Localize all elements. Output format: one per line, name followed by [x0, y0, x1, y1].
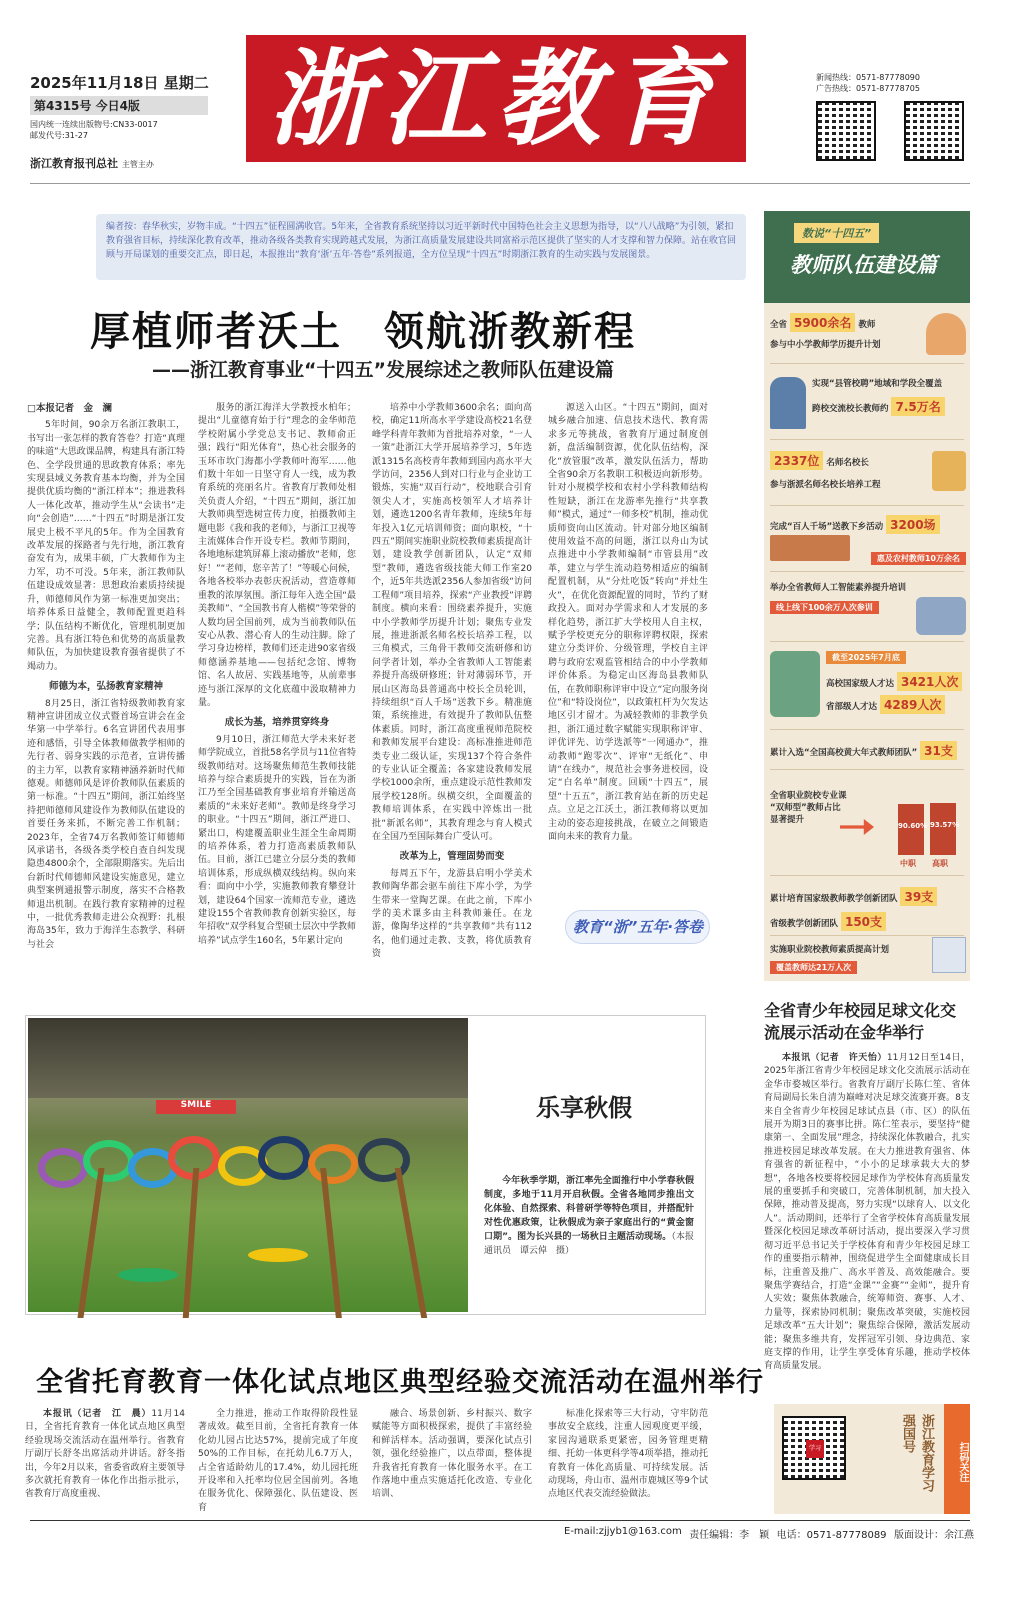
- autumn-caption-text: 今年秋季学期，浙江率先全面推行中小学春秋假制度，多地于11月开启秋假。全省各地同步推出文化体验、自然探索、科普研学等特色项目，并搭配针对性优惠政策，让秋假成为亲子家庭出行的“黄金窗口期”。图为长兴县的一场秋日主题活动现场。: [484, 1176, 694, 1242]
- footer-editor: 责任编辑：李 颖: [689, 1530, 770, 1541]
- autumn-photo: [28, 1018, 468, 1312]
- stat-5-pre: 举办全省教师人工智能素养提升培训: [770, 583, 907, 593]
- sidebar-header: [764, 211, 970, 303]
- lead-col1b-text: 8月25日，浙江省特级教师教育家精神宣讲团成立仪式暨首场宣讲会在金华第一中学举行。6名宣讲团代表用事迹和感悟，引导全体教师做教学相师的先行者、弱身实践的示范者，宣讲传播的主力军，以教育家精神涵养新时代师德观。师德师风是评价教师队伍素质的第一标准。“十四五”期间，浙江始终坚持把师德师风建设作为教师队伍建设的首要任务来抓，不断完善工作机制；2023年，全省74万名教师签订师德师风承诺书，各级各类学校自查自纠发现隐患4800余个，全部限期落实。先后出台新时代师德师风建设实施意见，建立典型案例通报警示制度，落实不合格教师退出机制。在践行教育家精神的过程中，一批优秀教师走进公众视野：扎根海岛35年，致力于海洋生态教学、科研与社会: [27, 698, 185, 950]
- section-heading-1: 师德为本，弘扬教育家精神: [48, 681, 163, 693]
- childcare-col4: 标准化探索等三大行动，守牢防范事故安全底线，注重人园观度更平缓，家园沟通联系更紧密，园务管理更精细、托幼一体更科学等4项举措，推动托育教育一体化高质量、可持续发展。活动现场，舟山市、温州市鹿城区等9个试点地区代表交流经验做法。: [548, 1409, 708, 1500]
- stat-6-tag: 截至2025年7月底: [826, 651, 906, 664]
- chart-board-icon: [932, 937, 966, 973]
- lead-column-2: [198, 402, 356, 968]
- ad-hotline: 广告热线：0571-87778705: [816, 84, 920, 93]
- childcare-column-4: [548, 1408, 708, 1506]
- childcare-column-2: [198, 1408, 358, 1513]
- stat-item-4: [770, 515, 966, 565]
- stat-item-3: [770, 451, 966, 501]
- podium-icon: [932, 451, 966, 491]
- lead-subhead: ——浙江教育事业“十四五”发展综述之教师队伍建设篇: [152, 359, 614, 381]
- stat-8-line3: 显著提升: [770, 815, 805, 825]
- stat-1-post: 教师: [858, 320, 876, 330]
- bar-higher-vocational: [930, 803, 960, 855]
- lead-column-3: [372, 402, 532, 968]
- childcare-col1: 11月14日，全省托育教育一体化试点地区典型经验现场交流活动在温州举行。省教育厅副厅长舒冬出席活动并讲话。舒冬指出，今年2月以来，省委省政府主要领导多次就托育教育一体化作出指示批示，省教育厅高度重视、: [25, 1409, 185, 1500]
- lead-col3b-text: 每周五下午，龙游县启明小学美术教师陶华都会驱车前往下库小学，为学生带来一堂陶艺课。在此之前，下库小学的美术课多由主科教师兼任。在龙游，像陶华这样的“共享教师”共有112名，他们通过走教、支教，将优质教育资: [372, 868, 532, 960]
- stat-4-pre: 完成“百人千场”送教下乡活动: [770, 522, 884, 532]
- lead-column-1: [27, 402, 185, 968]
- stat-item-7: [770, 741, 966, 765]
- handshake-icon: [770, 377, 806, 429]
- cn-number: 国内统一连续出版物号:CN33-0017: [30, 120, 158, 129]
- issue-number: 第4315号 今日4版: [30, 96, 208, 115]
- crowd-background: [28, 1018, 468, 1098]
- stat-3-line2: 参与浙派名师名校长培养工程: [770, 480, 881, 490]
- stat-item-10: [770, 943, 966, 977]
- event-banner: SMILE: [156, 1100, 236, 1114]
- stat-7-pre: 累计入选“全国高校黄大年式教师团队”: [770, 748, 918, 758]
- bar-vocational-value: 90.60%: [898, 822, 928, 831]
- publisher-note: 主管主办: [121, 160, 154, 169]
- stat-1-pre: 全省: [770, 320, 788, 330]
- autumn-caption: [484, 1174, 694, 1258]
- stat-6-pre2: 省部级人才达: [826, 702, 878, 712]
- editor-note: 编者按：春华秋实，岁物丰成。“十四五”征程圆满收官。5年来，全省教育系统坚持以习近平新时代中国特色社会主义思想为指导，以“八八战略”为引领，紧扣教育强省目标，持续深化教育改革，推动各级各类教育实现跨越式发展，为浙江高质量发展建设共同富裕示范区提供了坚实的人才支撑和智力保障。站在收官回顾与开局谋划的重要交汇点，即日起，本报推出“教育‘浙’五年·答卷”系列报道，全方位呈现“十四五”时期浙江教育的生动实践与发展图景。: [96, 214, 746, 280]
- stat-9-pre2: 省级教学创新团队: [770, 919, 839, 929]
- stat-item-6: [770, 651, 966, 723]
- football-title: 全省青少年校园足球文化交流展示活动在金华举行: [764, 1001, 957, 1042]
- news-hotline: 新闻热线：0571-87778090: [816, 73, 920, 82]
- training-classroom-icon: [916, 597, 966, 635]
- stat-6-pre: 高校国家级人才达: [826, 679, 895, 689]
- childcare-column-1: [25, 1408, 185, 1506]
- follow-qr-code[interactable]: [782, 1416, 846, 1480]
- stat-item-9: [770, 887, 966, 931]
- autumn-credit: （本报通讯员 谭云倬 摄）: [484, 1232, 694, 1256]
- football-body: 11月12日至14日，2025年浙江省青少年校园足球文化交流展示活动在金华市婺城区举行。省教育厅副厅长陈仁笙、省体育局副局长朱自清为巅峰对决足球交流赛开赛。8支来自全省青少年校园足球试点县（市、区）的队伍展开为期3日的赛事比拼。陈仁笙表示，要坚持“健康第一、全面发展”理念，持续深化体教融合，扎实推进校园足球改革发展。在大力推进教育强省、体育强省的新征程中，“小小的足球承载大大的梦想”，各地各校要将校园足球作为学校体育高质量发展的重要抓手和突破口，完善体制机制，加大投入保障，推动普及提高，努力实现“以球育人、以文化人”。活动期间，还举行了全省学校体育高质量发展暨深化校园足球改革研讨活动，提出要深入学习贯彻习近平总书记关于学校体育和青少年校园足球工作的重要指示精神，围绕促进学生全面健康成长目标，注重普及推广、高水平普及、高效能融合。要聚焦学赛结合，打造“金课”“金赛”“金师”，提升育人实效；聚焦体教融合，统筹师资、赛事、人才、力量等，探索协同机制；聚焦改革突破，实施校园足球改革“五大计划”；聚焦综合保障，激活发展动能；聚焦多维共育，发挥冠军引领、身边典范、家庭支撑的作用，让学生享受体育乐趣，推动学校体育高质量发展。: [764, 1053, 970, 1372]
- stat-2-num: 7.5万名: [891, 397, 944, 416]
- bar-vocational-label: 中职: [900, 859, 916, 868]
- stat-item-5: [770, 581, 966, 637]
- stat-9-num2: 150支: [841, 912, 886, 931]
- lead-column-4: [548, 402, 708, 886]
- talent-icon: [770, 651, 820, 717]
- autumn-feature: [25, 1015, 706, 1315]
- qr-code-left[interactable]: [816, 101, 876, 161]
- footer-email[interactable]: E-mail:zjjyb1@163.com: [564, 1526, 682, 1537]
- childcare-col2: 全力推进，推动工作取得阶段性显著成效。截至目前，全省托育教育一体化幼儿园占比达57%，提前完成了年度50%的工作目标，在托幼儿6.7万人，占全省适龄幼儿的17.4%，幼儿园托班开设率和入托率均位居全国前列。各地在服务优化、保障强化、队伍建设、医育: [198, 1409, 358, 1513]
- newspaper-logo: 浙江教育: [246, 35, 746, 162]
- autumn-title: 乐享秋假: [536, 1094, 632, 1122]
- stat-10-pre: 实施职业院校教师素质提高计划: [770, 945, 890, 955]
- school-building-icon: [770, 535, 850, 561]
- lead-col2-text: 服务的浙江海洋大学教授水柏年；提出“儿童德育始于行”理念的金华师范学校附属小学党总支书记、教师俞正强；践行“阳光体育”，热心社会服务的玉环市坎门海都小学教师叶海军……他们数十年如一日坚守育人一线，成为教育系统的亮丽名片。省教育厅教师处相关负责人介绍，“十四五”期间，浙江加大教师典型选树宣传力度，拍摄教师主题电影《我和我的老师》，与浙江卫视等主流媒体合作开设专栏。教师节期间，各地地标建筑屏幕上滚动播放“老师，您好！”“老师，您辛苦了！”等暖心问候，各地各校举办表彰庆祝活动，营造尊师重教的浓厚氛围。浙江每年入选全国“最美教师”、“全国教书育人楷模”等荣誉的人数均居全国前列，成为当前教师队伍安心从教、潜心育人的生动注脚。除了学习身边榜样，教师们还走进90家省级师德涵养基地——包括纪念馆、博物馆、名人故居、实践基地等，从前辈事迹与浙江深厚的文化底蕴中汲取精神力量。: [198, 403, 356, 708]
- lead-col2b-text: 9月10日，浙江师范大学未来好老师学院成立，首批58名学员与11位省特级教师结对。这场聚焦师范生教师技能培养与综合素质提升的实践，旨在为浙江乃至全国基础教育事业培育并输送高素质的“未来好老师”。教师是终身学习的职业。“十四五”期间，浙江严进口、紧出口，构建覆盖职业生涯全生命周期的培养体系，着力打造高素质教师队伍。目前，浙江已建立分层分类的教师培训体系，形成纵横双线结构。纵向来看：面向中小学，实施教师教育攀登计划，建设64个国家一流师范专业，遴选建设155个省教师教育创新实验区，每年招收“双学科复合型硕士层次中学教师培养”试点学生160名，5年累计定向: [198, 734, 356, 946]
- teacher-illustration-icon: [926, 313, 966, 355]
- childcare-title: 全省托育教育一体化试点地区典型经验交流活动在温州举行: [36, 1367, 764, 1398]
- section-heading-3: 改革为上，管理固势而变: [399, 851, 505, 863]
- childcare-byline: 本报讯（记者 江 晨）: [43, 1409, 152, 1419]
- publisher: [30, 155, 230, 171]
- stat-item-1: [770, 313, 966, 357]
- lead-col4-text: 源送入山区。“十四五”期间，面对城乡融合加速、信息技术迭代、教育需求多元等挑战，省教育厅通过制度创新，盘活编制资源，优化队伍结构，深化“放管服”改革，激发队伍活力，帮助全省90余万名教职工积极迈向新形势。针对小规模学校和农村小学科教师结构性短缺，浙江在龙游率先推行“共享教师”模式，通过“一师多校”机制，推动优质师资向山区流动。针对部分地区编制使用效益不高的问题，浙江以舟山为试点推进中小学教师编制“市管县用”改革，建立与学生流动趋势相适应的编制配置机制，从“分灶吃饭”转向“并灶生火”，在优化资源配置的同时，节约了财政投入。面对办学需求和人才发展的多样化趋势，浙江扩大学校用人自主权，赋予学校更充分的职称评聘权限，探索建立分类评价、分级管理，学校自主评聘与政府宏观监管相结合的中小学教师评价体系。为稳定山区海岛县教师队伍，在教师职称评审中设立“定向服务岗位”和“特设岗位”，以政策杠杆为欠发达地区引才留才。为减轻教师的非教学负担，浙江通过数字赋能实现职称评审、评优评先、访学选派等“一网通办”，推动教师“跑零次”、评审“无纸化”、申请“在线办”，规范社会事务进校园，设定“白名单”制度。回顾“十四五”，展望“十五五”，浙江教育站在新的历史起点。立足之江沃土，浙江教师将以更加主动的姿态迎接挑战，在破立之间锻造面向未来的教育力量。: [548, 403, 708, 842]
- stat-1-num: 5900余名: [790, 313, 855, 332]
- stat-6-num: 3421人次: [897, 672, 962, 691]
- bar-vocational: [898, 804, 928, 855]
- lead-headline: 厚植师者沃土 领航浙教新程: [90, 309, 636, 355]
- lead-byline: □本报记者 金 澜: [27, 403, 112, 414]
- stat-4-red: 惠及农村教师10万余名: [871, 552, 966, 565]
- lead-col1-text: 5年时间，90余万名浙江教职工，书写出一张怎样的教育答卷？打造“真理的味道”大思政课品牌，构建具有浙江特色、全学段贯通的思政教育体系；率先实现县域义务教育基本均衡，并为全国提供优质均衡的“浙江样本”；推进教科人一体化改革，推动学生从“会读书”走向“会创造”……“十四五”时期是浙江发展史上极不平凡的5年。作为全国教育改革发展的探路者与先行地，浙江教育奋发有为，成果丰硕，广大教师作为主力军，功不可没。5年来，浙江教师队伍建设成效显著：思想政治素质持续提升，师德师风作为第一标准更加突出；培养体系日益健全，教师配置更趋科学；队伍结构不断优化，管理机制更加完善。具有浙江特色和优势的高质量教师队伍，为加快建设教育强省提供了不竭动力。: [27, 420, 185, 672]
- stat-item-8: [770, 783, 966, 871]
- xuexi-logo-icon: 学习: [806, 1440, 824, 1458]
- stat-2-pre: 实现“县管校聘”地域和学段全覆盖: [812, 379, 943, 389]
- postal-code: 邮发代号:31-27: [30, 131, 88, 140]
- football-article: [764, 1052, 970, 1382]
- football-byline: 本报讯（记者 许天怡）: [782, 1053, 887, 1063]
- stat-7-num: 31支: [920, 741, 957, 760]
- stat-9-pre: 累计培育国家级教师教学创新团队: [770, 894, 898, 904]
- stat-1-line2: 参与中小学教师学历提升计划: [770, 340, 881, 350]
- masthead-info: [30, 72, 230, 171]
- hotlines: [816, 72, 996, 94]
- stat-10-red: 覆盖教师达21万人次: [770, 961, 857, 974]
- masthead-divider: [30, 183, 970, 184]
- data-sidebar: [764, 211, 970, 981]
- childcare-col3: 融合、场景创新、乡村振兴、数字赋能等方面积极探索，提供了丰富经验和鲜活样本。活动强调，要深化试点引领，强化经验推广，以点带面，整体提升我省托育教育一体化服务水平。在工作落地中重点实施适托化改造、专业化培训、: [372, 1409, 532, 1500]
- stat-8-pre: 全省职业院校专业课: [770, 791, 847, 801]
- stat-6-num2: 4289人次: [880, 695, 945, 714]
- publisher-name: 浙江教育报刊总社: [30, 157, 118, 170]
- lead-col3-text: 培养中小学教师3600余名；面向高校，确定11所高水平学建设高校21名登峰学科青年教师为首批培养对象，“一人一策”赴浙江大学开展培养学习，5年选派1315名高校青年教师到国内高水平大学访问，2356人到对口行业与企业访工锻炼，实施“双百行动”，校地联合引育领尖人才，实施高校领军人才培养计划，遴选1200名青年教师，连续5年每年投入1亿元培训师资；面向职校，“十四五”期间实施职业院校教师素质提高计划，建设教学创新团队，认定“双师型”教师，遴选省级技能大师工作室20个，近5年共选派2356人参加省级“访问工程师”项目培养，探索“产业教授”评聘制度。横向来看：围绕素养提升，实施中小学教师学历提升计划；聚焦专业发展，推进浙派名师名校长培养工程，以三角模式，三角骨干教师交流研修和访问学者计划，举办全省教师人工智能素养提升高级研修班；针对薄弱环节，开展山区海岛县普通高中校长全员轮训，持续组织“百人千场”送教下乡。精准施策，系统推进，有效提升了教师队伍整体素质。同时，浙江高度重视师范院校和教师发展平台建设：高标准推进师范类专业二级认证，实现137个符合条件的专业认证全覆盖；各家建设教师发展学校1000余所，重点建设示范性教师发展学校128所。纵横交织，全面覆盖的教师培训体系，在实践中淬炼出一批批“新派名师”，其教育理念与育人模式在全国乃至国际舞台广受认可。: [372, 403, 532, 842]
- footer-phone: 电话：0571-87778089: [776, 1530, 887, 1541]
- footer-divider: [30, 1520, 970, 1521]
- follow-box: [774, 1404, 970, 1514]
- stat-8-line2: “双师型”教师占比: [770, 803, 841, 813]
- stat-3-num: 2337位: [770, 451, 823, 470]
- sidebar-title: 教师队伍建设篇: [790, 253, 937, 277]
- series-badge: [555, 900, 715, 954]
- footer-designer: 版面设计：余江燕: [893, 1530, 974, 1541]
- follow-label: 扫码关注: [944, 1404, 970, 1514]
- section-heading-2: 成长为基，培养贯穿终身: [224, 717, 330, 729]
- childcare-column-3: [372, 1408, 532, 1506]
- stat-4-num: 3200场: [886, 515, 939, 534]
- follow-text: 浙江教育学习强国号: [900, 1414, 934, 1492]
- stat-2-line2: 跨校交流校长教师约: [812, 404, 889, 414]
- stat-5-red: 线上线下100余万人次参训: [770, 601, 879, 614]
- bar-higher-vocational-value: 93.57%: [930, 820, 960, 829]
- issue-date: 2025年11月18日 星期二: [30, 74, 209, 92]
- sidebar-tag: 数说“十四五”: [794, 223, 879, 243]
- bar-higher-vocational-label: 高职: [932, 859, 948, 868]
- stat-item-2: [770, 377, 966, 433]
- qr-code-right[interactable]: [904, 101, 964, 161]
- series-badge-text: 教育“浙”五年·答卷: [573, 918, 704, 936]
- stat-9-num: 39支: [900, 887, 937, 906]
- footer-info: [564, 1526, 974, 1541]
- stat-3-post: 名师名校长: [826, 458, 869, 468]
